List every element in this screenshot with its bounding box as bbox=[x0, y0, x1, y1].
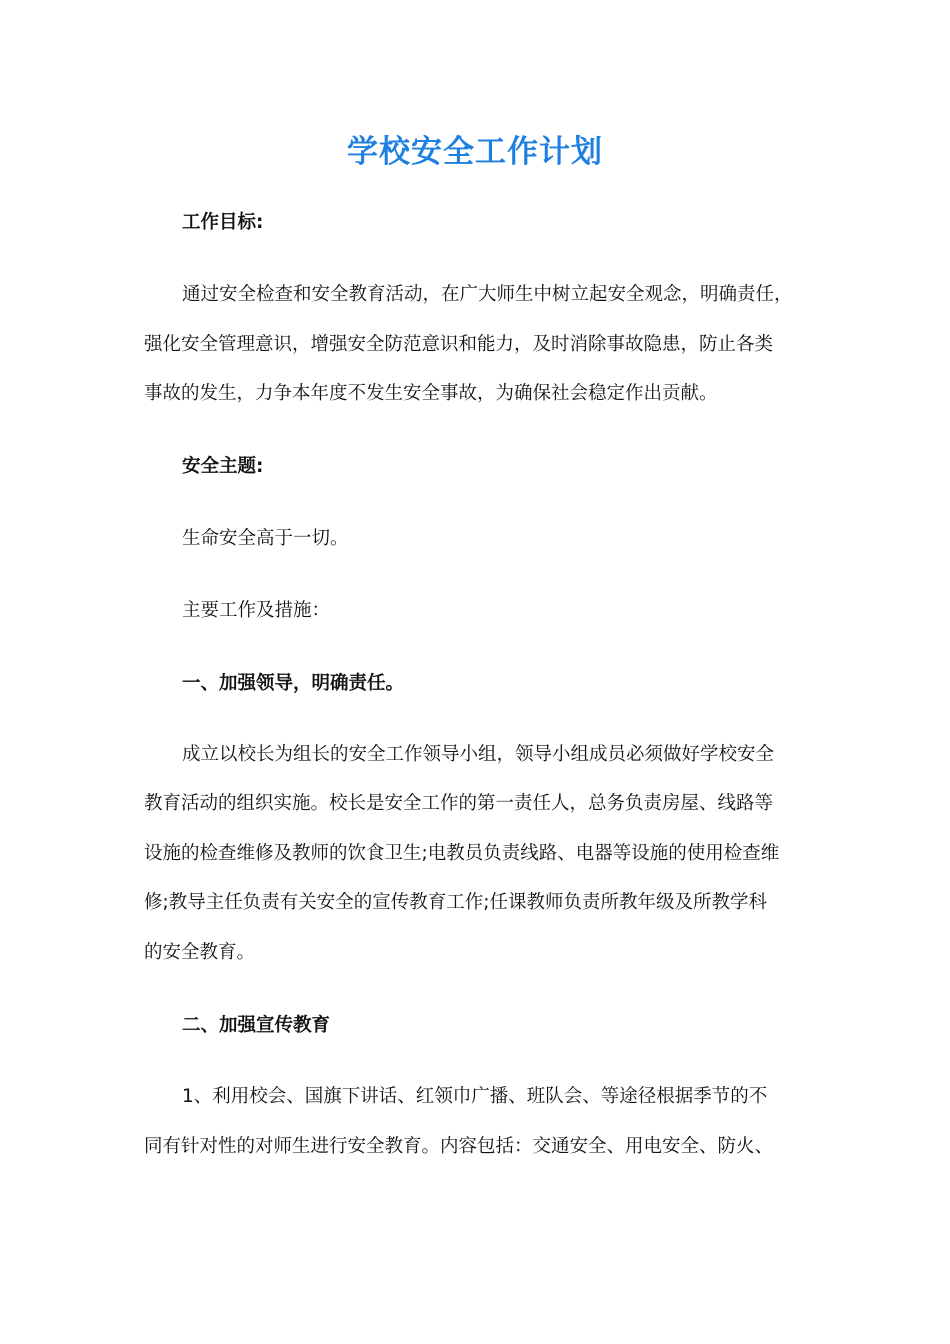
measures-intro: 主要工作及措施： bbox=[182, 600, 331, 621]
goal-paragraph-line-1: 通过安全检查和安全教育活动，在广大师生中树立起安全观念，明确责任， bbox=[182, 284, 793, 305]
measure1-heading: 一、加强领导，明确责任。 bbox=[182, 673, 405, 694]
measure1-line-1: 成立以校长为组长的安全工作领导小组，领导小组成员必须做好学校安全 bbox=[182, 744, 775, 765]
goal-paragraph-line-3: 事故的发生，力争本年度不发生安全事故，为确保社会稳定作出贡献。 bbox=[144, 383, 718, 404]
measure1-line-4: 修;教导主任负责有关安全的宣传教育工作;任课教师负责所教年级及所教学科 bbox=[144, 892, 767, 913]
measure1-line-3: 设施的检查维修及教师的饮食卫生;电教员负责线路、电器等设施的使用检查维 bbox=[144, 843, 780, 864]
measure1-line-2: 教育活动的组织实施。校长是安全工作的第一责任人，总务负责房屋、线路等 bbox=[144, 793, 774, 814]
measure2-line-2: 同有针对性的对师生进行安全教育。内容包括：交通安全、用电安全、防火、 bbox=[144, 1136, 774, 1157]
measure2-line-1: 1、利用校会、国旗下讲话、红领巾广播、班队会、等途径根据季节的不 bbox=[182, 1086, 768, 1107]
theme-text: 生命安全高于一切。 bbox=[182, 528, 349, 549]
document-title: 学校安全工作计划 bbox=[347, 134, 603, 170]
goal-heading: 工作目标: bbox=[182, 212, 264, 233]
theme-heading: 安全主题: bbox=[182, 456, 264, 477]
measure2-heading: 二、加强宣传教育 bbox=[182, 1015, 331, 1036]
measure1-line-5: 的安全教育。 bbox=[144, 942, 256, 963]
goal-paragraph-line-2: 强化安全管理意识，增强安全防范意识和能力，及时消除事故隐患，防止各类 bbox=[144, 334, 774, 355]
